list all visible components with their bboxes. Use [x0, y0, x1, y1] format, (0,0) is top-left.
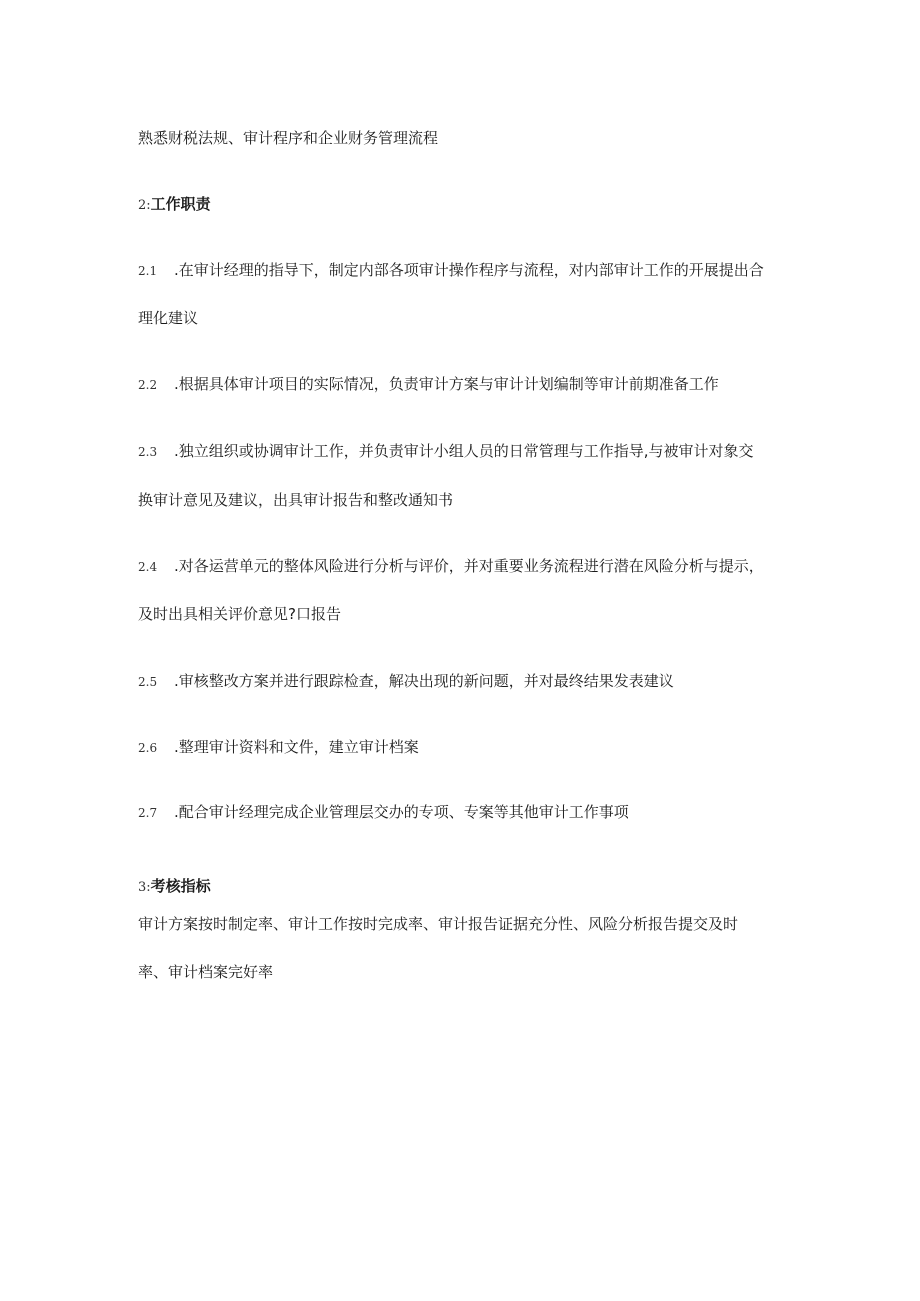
section-title: 工作职责: [150, 195, 211, 213]
item-text: .对各运营单元的整体风险进行分析与评价，并对重要业务流程进行潜在风险分析与提示，: [174, 557, 764, 575]
item-number: 2.6: [138, 741, 158, 755]
section-number: 2:: [138, 198, 151, 213]
item-number: 2.7: [138, 806, 158, 820]
duty-item-2-2: [138, 374, 719, 395]
item-text: .配合审计经理完成企业管理层交办的专项、专案等其他审计工作事项: [174, 803, 629, 821]
duty-item-2-1-continued: 理化建议: [138, 309, 199, 327]
duty-item-2-1: [138, 260, 764, 281]
item-number: 2.2: [138, 378, 158, 392]
duty-item-2-3: [138, 441, 754, 462]
item-number: 2.4: [138, 560, 158, 574]
kpi-line: 审计方案按时制定率、审计工作按时完成率、审计报告证据充分性、风险分析报告提交及时: [138, 915, 739, 933]
section-title: 考核指标: [150, 877, 211, 895]
section-heading-kpi: [138, 876, 211, 898]
duty-item-2-4: [138, 556, 764, 577]
item-text: .审核整改方案并进行跟踪检查，解决出现的新问题，并对最终结果发表建议: [174, 672, 674, 690]
item-text: .独立组织或协调审计工作，并负责审计小组人员的日常管理与工作指导,与被审计对象交: [174, 442, 754, 460]
item-text: .整理审计资料和文件，建立审计档案: [174, 738, 419, 756]
item-text: .在审计经理的指导下，制定内部各项审计操作程序与流程，对内部审计工作的开展提出合: [174, 261, 764, 279]
duty-item-2-4-continued: 及时出具相关评价意见?口报告: [138, 605, 341, 623]
item-text: .根据具体审计项目的实际情况，负责审计方案与审计计划编制等审计前期准备工作: [174, 375, 719, 393]
duty-item-2-3-continued: 换审计意见及建议，出具审计报告和整改通知书: [138, 491, 454, 509]
duty-item-2-7: [138, 802, 629, 823]
item-number: 2.1: [138, 264, 158, 278]
kpi-line-continued: 率、审计档案完好率: [138, 963, 274, 981]
duty-item-2-5: [138, 671, 674, 692]
item-number: 2.5: [138, 675, 158, 689]
section-number: 3:: [138, 880, 151, 895]
item-number: 2.3: [138, 445, 158, 459]
section-heading-duties: [138, 194, 211, 216]
duty-item-2-6: [138, 737, 419, 758]
intro-line: 熟悉财税法规、审计程序和企业财务管理流程: [138, 129, 439, 147]
